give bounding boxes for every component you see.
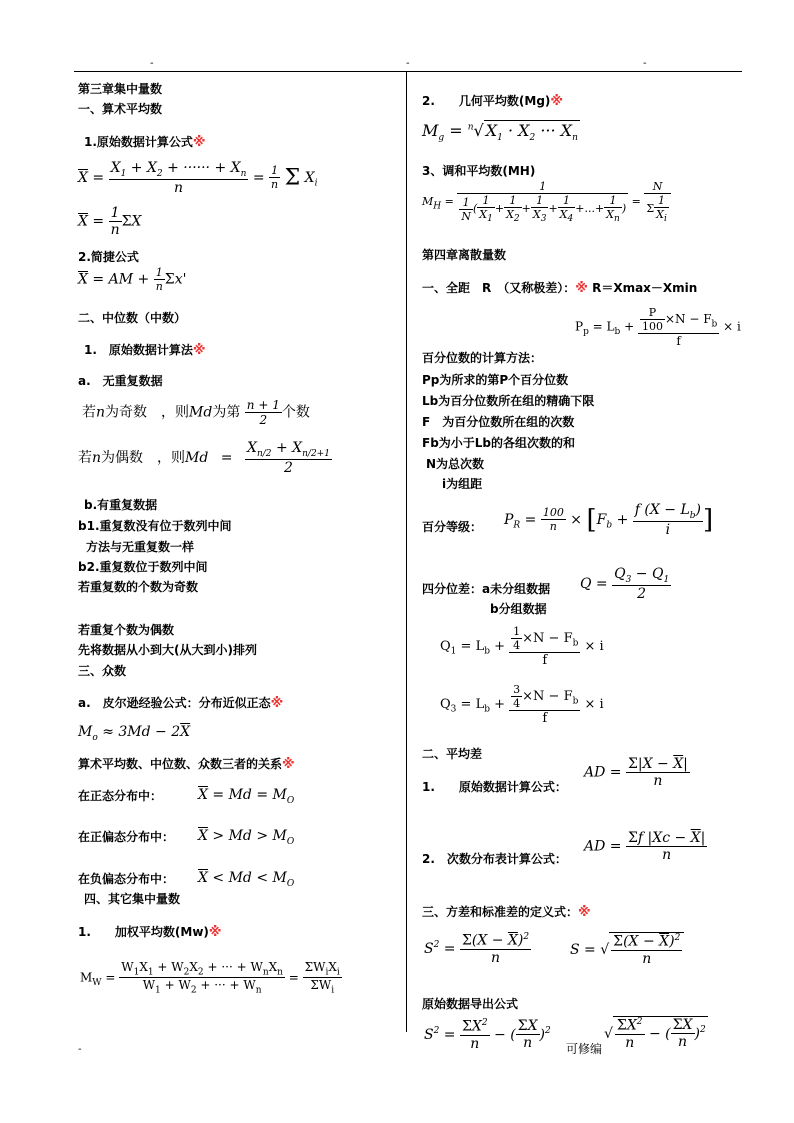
asterisk-mark-icon: ※: [578, 905, 591, 920]
mean-raw-heading: 1.原始数据计算公式※: [84, 135, 206, 150]
mean-deviation-raw-label: 1. 原始数据计算公式：: [422, 780, 567, 794]
chapter3-title: 第三章集中量数: [78, 82, 163, 96]
quartile-grouped-label: b分组数据: [490, 602, 547, 616]
percentile-def-n: N为总次数: [426, 457, 485, 471]
formula-percentile-rank: $P_R$ = $\frac{100}{n}$ × [$F_b$ + $\frac{f (X - L_b)}{i}$ ]: [504, 502, 714, 538]
formula-variance-def: $S^2$ = $\frac{\Sigma(X - \overline{X})^2}{n}$: [424, 932, 530, 966]
b1-line1: b1.重复数没有位于数列中间: [78, 519, 232, 533]
asterisk-mark-icon: ※: [192, 343, 206, 358]
no-repeat-heading: a. 无重复数据: [78, 374, 163, 388]
section-mode-title: 三、众数: [78, 664, 127, 678]
formula-sd-raw: √ $\frac{\Sigma X^2}{n}$ − ( $\frac{\Sigma X}{n}$ )$^2$: [604, 1017, 706, 1051]
formula-sd-def: S = √ $\frac{\Sigma(X - \overline{X})^2}{n}$: [570, 932, 684, 967]
formula-pos-skew: $\overline{X} > Md > M_O$: [198, 828, 295, 847]
formula-variance-raw: $S^2$ = $\frac{\Sigma X^2}{n}$ − ( $\frac{\Sigma X}{n}$ )$^2$: [424, 1018, 551, 1052]
quartile-heading: 四分位差：a未分组数据: [422, 582, 551, 596]
with-repeat-heading: b.有重复数据: [84, 498, 158, 512]
formula-ad-freq: AD = $\frac{\Sigma f |Xc - \overline{X}|}{n}$: [584, 830, 706, 863]
formula-quartile-deviation: Q = $\frac{Q_3 - Q_1}{2}$: [580, 566, 670, 602]
b2-line4: 先将数据从小到大(从大到小)排列: [78, 643, 257, 657]
geometric-mean-heading: 2. 几何平均数(Mg)※: [422, 94, 564, 109]
section-mean-title: 一、算术平均数: [78, 102, 163, 116]
formula-normal: $\overline{X} = Md = M_O$: [198, 787, 295, 806]
median-odd-rule: 若n为奇数 ，则Md为第 $\frac{n + 1}{2}$ 个数: [82, 398, 310, 427]
asterisk-mark-icon: ※: [282, 757, 295, 772]
raw-derived-heading: 原始数据导出公式: [422, 997, 519, 1011]
formula-pearson: $M_o \approx 3Md - 2\overline{X}$: [78, 724, 191, 743]
b1-line2: 方法与无重复数一样: [86, 540, 195, 554]
formula-mean-raw: $\overline{X}$ = $\frac{X_1 + X_2 + \cdot\cdot\cdot\cdot\cdot\cdot + X_n}{n}$ = $\frac{1}{n}$ Σ $X_i$: [78, 160, 318, 196]
range-formula: R＝Xmax－Xmin: [592, 281, 698, 295]
column-divider: [406, 72, 407, 1032]
formula-mean-sum: $\overline{X}$ = $\frac{1}{n}$ ΣX: [78, 205, 142, 238]
percentile-heading: 百分位数的计算方法：: [422, 351, 543, 365]
formula-q1: $Q_1 = L_b$ + $\frac{1}{4}$ $\times N - F_b$ f × i: [440, 625, 604, 668]
formula-weighted-mean: $M_W$ = $\frac{W_1X_1 + W_2X_2 + \cdot\cdot\cdot + W_nX_n}{W_1 + W_2 + \cdot\cdot\cdot + W_n}$ = $\frac{\Sigma W_iX_i}{\Sigma W_i}$: [80, 960, 340, 996]
asterisk-mark-icon: ※: [192, 135, 206, 150]
chapter4-title: 第四章离散量数: [422, 248, 507, 262]
mean-deviation-freq-label: 2. 次数分布表计算公式：: [422, 852, 567, 866]
mean-shortcut-heading: 2.简捷公式: [78, 250, 139, 264]
correction-label: 可修编: [566, 1042, 603, 1056]
weighted-mean-heading: 1. 加权平均数(Mw)※: [78, 925, 222, 940]
percentile-def-i: i为组距: [442, 477, 483, 491]
b2-line1: b2.重复数位于数列中间: [78, 560, 208, 574]
pearson-heading: a. 皮尔逊经验公式：分布近似正态※: [78, 696, 284, 711]
b2-line3: 若重复个数为偶数: [78, 623, 175, 637]
asterisk-mark-icon: ※: [270, 696, 284, 711]
percentile-rank-label: 百分等级：: [422, 520, 483, 534]
pos-skew-label: 在正偏态分布中：: [78, 830, 175, 844]
formula-neg-skew: $\overline{X} < Md < M_O$: [198, 870, 295, 889]
neg-skew-label: 在负偏态分布中：: [78, 872, 175, 886]
harmonic-mean-heading: 3、调和平均数(MH): [422, 164, 536, 178]
formula-q3: $Q_3 = L_b$ + $\frac{3}{4}$ $\times N - F_b$ f × i: [440, 683, 604, 726]
footer-dash: -: [78, 1044, 82, 1055]
formula-percentile: $P_p = L_b$ + $\frac{P}{100}$ $\times N - F_b$ f × i: [575, 306, 741, 348]
asterisk-mark-icon: ※: [550, 94, 564, 109]
asterisk-mark-icon: ※: [575, 281, 588, 296]
percentile-def-lb: Lb为百分位数所在组的精确下限: [422, 394, 595, 408]
percentile-def-f: F 为百分位数所在组的次数: [422, 415, 575, 429]
relation-heading: 算术平均数、中位数、众数三者的关系※: [78, 757, 295, 772]
formula-mean-shortcut: $\overline{X}$ = AM + $\frac{1}{n}$ Σx': [78, 266, 187, 293]
b2-line2: 若重复数的个数为奇数: [78, 580, 199, 594]
normal-dist-label: 在正态分布中：: [78, 789, 163, 803]
section-median-title: 二、中位数（中数）: [78, 311, 187, 325]
median-raw-heading: 1. 原始数据计算法※: [84, 343, 206, 358]
header-rule: [74, 71, 742, 72]
variance-definition-heading: 三、方差和标准差的定义式：※: [422, 905, 591, 920]
range-heading: 一、全距 R （又称极差）：※ R＝Xmax－Xmin: [422, 281, 698, 296]
asterisk-mark-icon: ※: [208, 925, 222, 940]
formula-harmonic-mean: $M_H$ = 1 $\frac{1}{N}$ ( $\frac{1}{X_1}$ + $\frac{1}{X_2}$ + $\frac{1}{X_3}$ + $\frac{1}{X_4}$ +...+ $\frac{1}{X_n}$ ) = N Σ $\frac{1}{X_i}$: [422, 180, 671, 224]
header-dash-mid: -: [406, 58, 410, 69]
formula-geometric-mean: $M_g = ^n√$ $X_1 \cdot X_2$ ··· $X_n$: [422, 121, 578, 144]
median-even-rule: 若n为偶数 ，则Md = $\frac{X_{n/2} + X_{n/2+1}}{2}$: [78, 440, 330, 476]
formula-ad-raw: AD = $\frac{\Sigma|X - \overline{X}|}{n}$: [584, 756, 688, 789]
mean-deviation-title: 二、平均差: [422, 747, 483, 761]
header-dash-left: -: [150, 58, 154, 69]
percentile-def-pp: Pp为所求的第P个百分位数: [422, 373, 569, 387]
percentile-def-fb: Fb为小于Lb的各组次数的和: [422, 436, 576, 450]
section-other-title: 四、其它集中量数: [84, 892, 181, 906]
header-dash-right: -: [643, 58, 647, 69]
